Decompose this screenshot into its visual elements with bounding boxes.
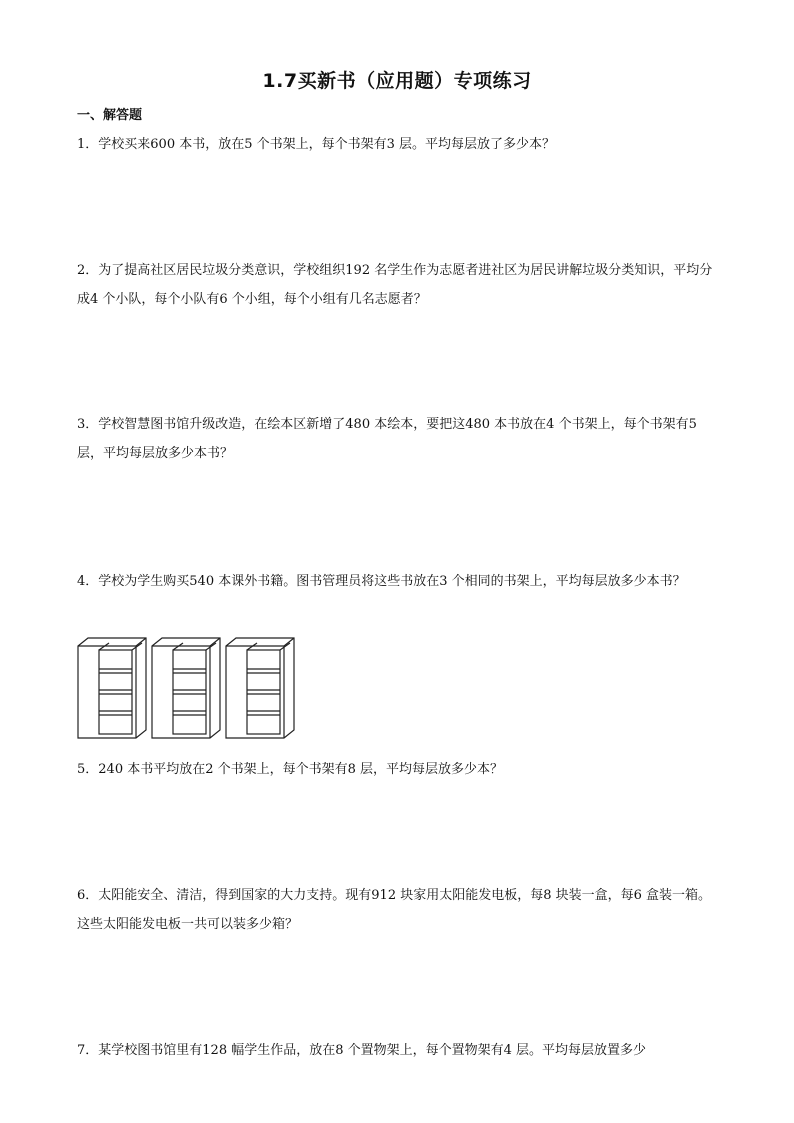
- question-4: [77, 567, 717, 596]
- bookshelf-illustration: [76, 636, 298, 744]
- question-text: 学校买来600 本书，放在5 个书架上，每个书架有3 层。平均每层放了多少本？: [98, 137, 556, 152]
- question-3: [77, 410, 717, 468]
- section-heading: 一、解答题: [77, 108, 143, 123]
- question-6: [77, 881, 717, 939]
- bookshelf-icon: [226, 638, 294, 738]
- question-text: 为了提高社区居民垃圾分类意识，学校组织192 名学生作为志愿者进社区为居民讲解垃圾分类知识，平均分成4 个小队，每个小队有6 个小组，每个小组有几名志愿者？: [77, 263, 713, 307]
- question-number: 3．: [77, 417, 99, 432]
- question-number: 2．: [77, 263, 99, 278]
- question-number: 5．: [77, 762, 99, 777]
- question-7: [77, 1036, 717, 1065]
- question-2: [77, 256, 717, 314]
- question-1: [77, 130, 717, 159]
- question-text: 太阳能安全、清洁，得到国家的大力支持。现有912 块家用太阳能发电板，每8 块装一盒，每6 盒装一箱。这些太阳能发电板一共可以装多少箱？: [77, 888, 712, 932]
- bookshelf-icon: [152, 638, 220, 738]
- question-5: [77, 755, 717, 784]
- question-number: 6．: [77, 888, 99, 903]
- page-title: 1.7买新书（应用题）专项练习: [262, 70, 532, 92]
- question-number: 7．: [77, 1043, 99, 1058]
- question-text: 240 本书平均放在2 个书架上，每个书架有8 层，平均每层放多少本？: [98, 762, 504, 777]
- question-number: 1．: [77, 137, 99, 152]
- bookshelf-icon: [78, 638, 146, 738]
- question-text: 学校为学生购买540 本课外书籍。图书管理员将这些书放在3 个相同的书架上，平均每层放多少本书？: [98, 574, 686, 589]
- question-number: 4．: [77, 574, 99, 589]
- question-text: 某学校图书馆里有128 幅学生作品，放在8 个置物架上，每个置物架有4 层。平均每层放置多少: [98, 1043, 647, 1058]
- question-text: 学校智慧图书馆升级改造，在绘本区新增了480 本绘本，要把这480 本书放在4 个书架上，每个书架有5 层，平均每层放多少本书？: [77, 417, 697, 461]
